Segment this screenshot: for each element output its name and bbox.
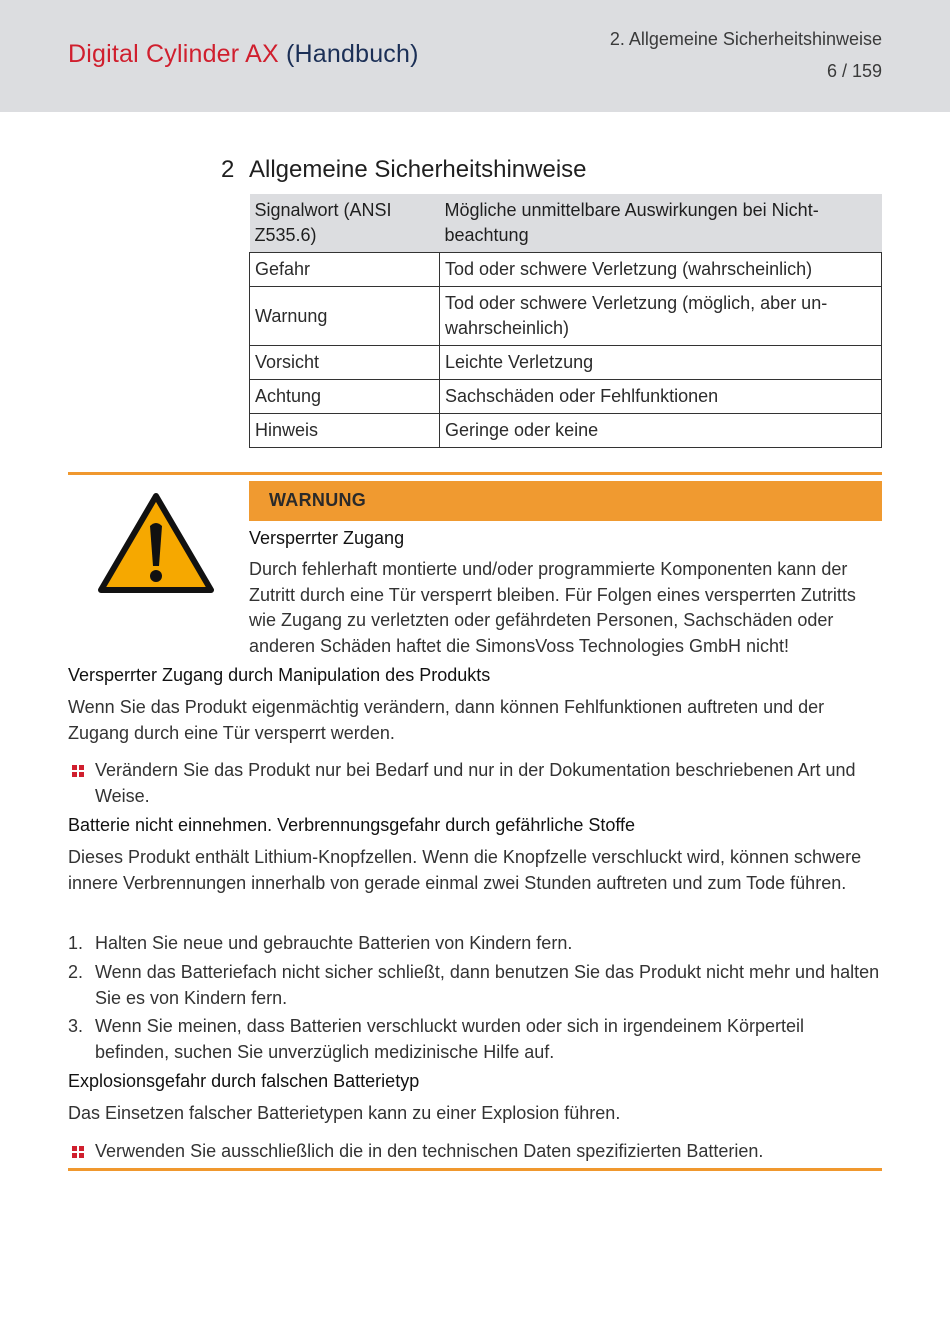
effect-cell: Leichte Verletzung bbox=[440, 346, 882, 380]
warning-text: Durch fehlerhaft montierte und/oder programmierte Komponenten kann der Zutritt durch eine Tür versperrt bleiben. Für Folgen eines versperrten Zutritts wie Zugang zu verletzten oder gefährdeten Personen, Sachschäden oder anderen Schäden haftet die SimonsVoss Technologies GmbH nicht! bbox=[249, 559, 856, 656]
table-header-row bbox=[250, 194, 882, 253]
step-number: 3. bbox=[68, 1016, 84, 1036]
section-heading: Explosionsgefahr durch falschen Batterietyp bbox=[68, 1071, 420, 1091]
table-row bbox=[250, 414, 882, 448]
effect-cell: Tod oder schwere Verletzung (möglich, aber un-wahrscheinlich) bbox=[440, 287, 882, 346]
signal-word-cell: Vorsicht bbox=[250, 346, 440, 380]
effect-cell: Geringe oder keine bbox=[440, 414, 882, 448]
warning-top-divider bbox=[68, 472, 882, 475]
table-row bbox=[250, 253, 882, 287]
step-text: Halten Sie neue und gebrauchte Batterien von Kindern fern. bbox=[95, 933, 573, 953]
signal-word-cell: Gefahr bbox=[250, 253, 440, 287]
section-text: Wenn Sie das Produkt eigenmächtig verändern, dann können Fehlfunktionen auftreten und der Zugang durch eine Tür versperrt werden. bbox=[68, 697, 825, 743]
table-row bbox=[250, 287, 882, 346]
section-heading: Batterie nicht einnehmen. Verbrennungsgefahr durch gefährliche Stoffe bbox=[68, 815, 636, 835]
warning-banner bbox=[249, 481, 882, 521]
bullet-text: Verändern Sie das Produkt nur bei Bedarf und nur in der Dokumentation beschriebenen Art und Weise. bbox=[95, 760, 856, 806]
table-row bbox=[250, 346, 882, 380]
warning-title: Versperrter Zugang bbox=[249, 528, 405, 548]
section-text: Das Einsetzen falscher Batterietypen kann zu einer Explosion führen. bbox=[68, 1103, 621, 1123]
table-row bbox=[250, 380, 882, 414]
warning-bottom-divider bbox=[68, 1168, 882, 1171]
chapter-title: Allgemeine Sicherheitshinweise bbox=[249, 156, 587, 183]
header-section-title: 2. Allgemeine Sicherheitshinweise bbox=[609, 29, 882, 49]
step-number: 1. bbox=[68, 933, 84, 953]
effect-cell: Sachschäden oder Fehlfunktionen bbox=[440, 380, 882, 414]
page-number: 6 / 159 bbox=[826, 61, 882, 81]
section-text: Dieses Produkt enthält Lithium-Knopfzellen. Wenn die Knopfzelle verschluckt wird, können schwere innere Verbrennungen innerhalb von gerade einmal zwei Stunden auftreten und zum Tode führen. bbox=[68, 847, 862, 893]
column-header-signal-word: Signalwort (ANSI Z535.6) bbox=[250, 194, 440, 253]
warning-label: WARNUNG bbox=[269, 490, 367, 510]
bullet-icon bbox=[72, 1146, 84, 1158]
signal-word-cell: Warnung bbox=[250, 287, 440, 346]
step-text: Wenn das Batteriefach nicht sicher schließt, dann benutzen Sie das Produkt nicht mehr und halten Sie es von Kindern fern. bbox=[95, 962, 880, 1008]
signal-word-cell: Hinweis bbox=[250, 414, 440, 448]
step-number: 2. bbox=[68, 962, 84, 982]
page-header bbox=[0, 0, 950, 112]
chapter-number: 2 bbox=[221, 156, 235, 183]
column-header-effects: Mögliche unmittelbare Auswirkungen bei Nicht-beachtung bbox=[440, 194, 882, 253]
effect-cell: Tod oder schwere Verletzung (wahrscheinlich) bbox=[440, 253, 882, 287]
product-name: Digital Cylinder AX bbox=[68, 40, 279, 68]
warning-triangle-icon bbox=[98, 492, 214, 594]
signal-word-cell: Achtung bbox=[250, 380, 440, 414]
bullet-icon bbox=[72, 765, 84, 777]
step-text: Wenn Sie meinen, dass Batterien verschluckt wurden oder sich in irgendeinem Körperteil befinden, suchen Sie unverzüglich medizinische Hilfe auf. bbox=[95, 1016, 805, 1062]
section-heading: Versperrter Zugang durch Manipulation des Produkts bbox=[68, 665, 491, 685]
document-title bbox=[68, 40, 419, 69]
signal-word-table bbox=[249, 194, 882, 448]
bullet-text: Verwenden Sie ausschließlich die in den technischen Daten spezifizierten Batterien. bbox=[95, 1141, 764, 1161]
chapter-heading bbox=[221, 156, 587, 184]
document-type: (Handbuch) bbox=[286, 40, 419, 68]
